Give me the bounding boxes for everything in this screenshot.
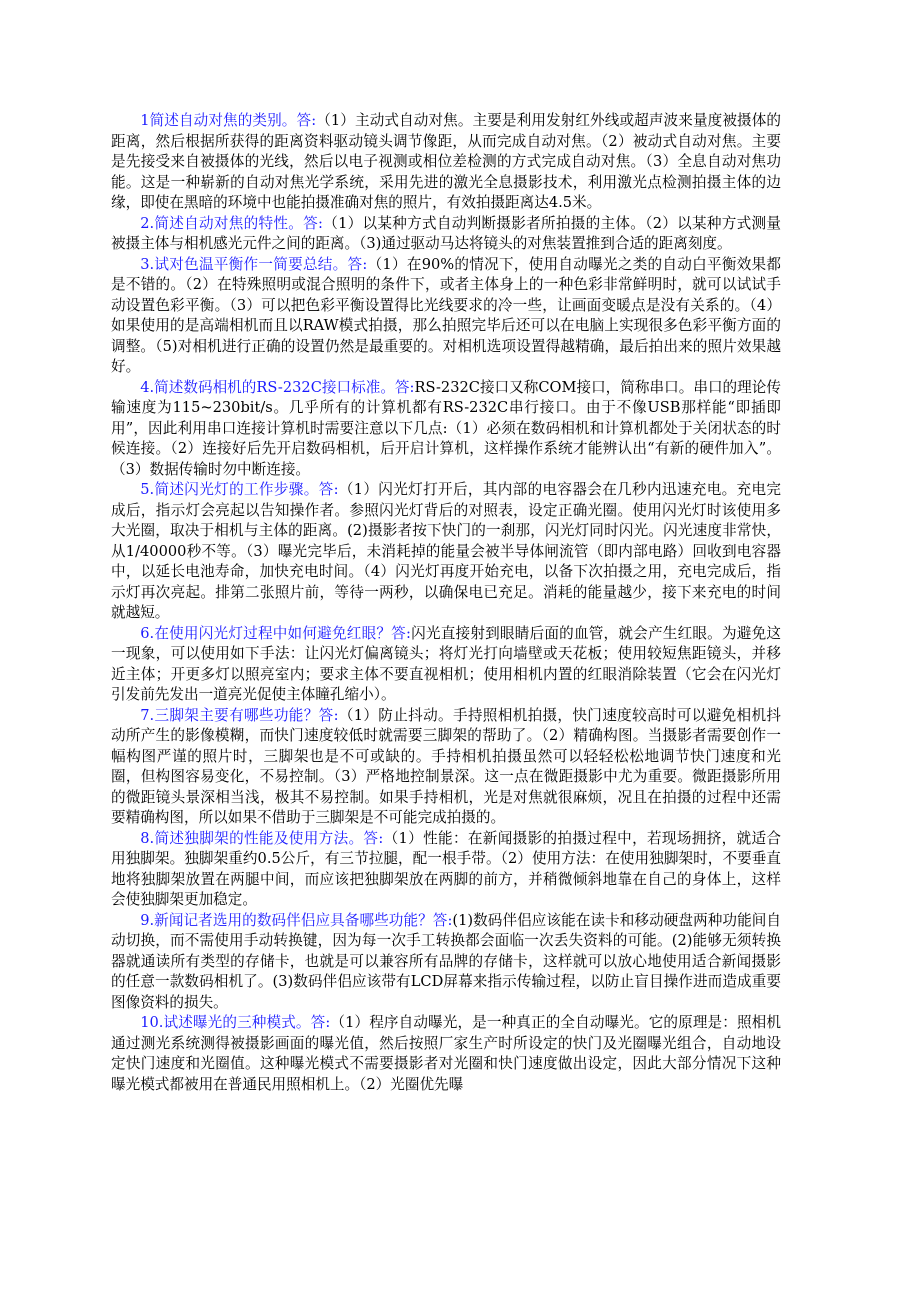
question-3: 3.试对色温平衡作一简要总结。答: [140,255,368,273]
qa-paragraph-10 [111,1013,781,1095]
question-8: 8.简述独脚架的性能及使用方法。答: [140,829,384,847]
question-1: 1简述自动对焦的类别。答: [140,112,317,129]
qa-paragraph-3 [111,255,781,378]
answer-3: （1）在90%的情况下，使用自动曝光之类的自动白平衡效果都是不错的。（2）在特殊照明或混合照明的条件下，或者主体身上的一种色彩非常鲜明时，就可以试试手动设置色彩平衡。（3）可以把色彩平衡设置得比光线要求的冷一些，让画面变暖点是没有关系的。（4）如果使用的是高端相机而且以RAW模式拍摄，那么拍照完毕后还可以在电脑上实现很多色彩平衡方面的调整。（5)对相机进行正确的设置仍然是最重要的。对相机选项设置得越精确，最后拍出来的照片效果越好。 [111,255,782,375]
answer-9: (1)数码伴侣应该能在读卡和移动硬盘两种功能间自动切换，而不需使用手动转换键，因为每一次手工转换都会面临一次丢失资料的可能。(2)能够无须转换器就通读所有类型的存储卡，也就是可以兼容所有品牌的存储卡，这样就可以放心地使用适合新闻摄影的任意一款数码相机了。(3)数码伴侣应该带有LCD屏幕来指示传输过程，以防止盲目操作进而造成重要图像资料的损失。 [111,911,781,1011]
qa-paragraph-5 [111,480,781,624]
answer-2: （1）以某种方式自动判断摄影者所拍摄的主体。（2）以某种方式测量被摄主体与相机感光元件之间的距离。（3)通过驱动马达将镜头的对焦装置推到合适的距离刻度。 [111,214,782,252]
answer-8: （1）性能：在新闻摄影的拍摄过程中，若现场拥挤，就适合用独脚架。独脚架重约0.5公斤，有三节拉腿，配一根手带。（2）使用方法：在使用独脚架时，不要垂直地将独脚架放置在两腿中间，而应该把独脚架放在两脚的前方，并稍微倾斜地靠在自己的身体上，这样会使独脚架更加稳定。 [111,829,782,908]
answer-7: （1）防止抖动。手持照相机拍摄，快门速度较高时可以避免相机抖动所产生的影像模糊，而快门速度较低时就需要三脚架的帮助了。（2）精确构图。当摄影者需要创作一幅构图严谨的照片时，三脚架也是不可或缺的。手持相机拍摄虽然可以轻轻松松地调节快门速度和光圈，但构图容易变化，不易控制。（3）严格地控制景深。这一点在微距摄影中尤为重要。微距摄影所用的微距镜头景深相当浅，极其不易控制。如果手持相机，光是对焦就很麻烦，况且在拍摄的过程中还需要精确构图，所以如果不借助于三脚架是不可能完成拍摄的。 [111,706,782,826]
answer-4: RS-232C接口又称COM接口，简称串口。串口的理论传输速度为115~230bit/s。几乎所有的计算机都有RS-232C串行接口。由于不像USB那样能“即插即用”，因此利用串口连接计算机时需要注意以下几点:（1）必须在数码相机和计算机都处于关闭状态的时候连接。（2）连接好后先开启数码相机，后开启计算机，这样操作系统才能辨认出“有新的硬件加入”。（3）数据传输时勿中断连接。 [111,378,781,478]
answer-1: （1）主动式自动对焦。主要是利用发射红外线或超声波来量度被摄体的距离，然后根据所获得的距离资料驱动镜头调节像距，从而完成自动对焦。（2）被动式自动对焦。主要是先接受来自被摄体的光线，然后以电子视测或相位差检测的方式完成自动对焦。（3）全息自动对焦功能。这是一种崭新的自动对焦光学系统，采用先进的激光全息摄影技术，利用激光点检测拍摄主体的边缘，即使在黑暗的环境中也能拍摄准确对焦的照片，有效拍摄距离达4.5米。 [111,112,782,211]
question-10: 10.试述曝光的三种模式。答: [140,1014,331,1031]
question-7: 7.三脚架主要有哪些功能？答: [140,706,339,724]
qa-paragraph-4 [111,378,781,481]
answer-6: 闪光直接射到眼睛后面的血管，就会产生红眼。为避免这一现象，可以使用如下手法：让闪光灯偏离镜头；将灯光打向墙壁或天花板；使用较短焦距镜头，并移近主体；开更多灯以照亮室内；要求主体不要直视相机；使用相机内置的红眼消除装置（它会在闪光灯引发前先发出一道亮光促使主体瞳孔缩小）。 [111,624,781,703]
answer-10: （1）程序自动曝光，是一种真正的全自动曝光。它的原理是：照相机通过测光系统测得被摄影画面的曝光值，然后按照厂家生产时所设定的快门及光圈曝光组合，自动地设定快门速度和光圈值。这种曝光模式不需要摄影者对光圈和快门速度做出设定，因此大部分情况下这种曝光模式都被用在普通民用照相机上。（2）光圈优先曝 [111,1014,781,1093]
question-2: 2.简述自动对焦的特性。答: [140,214,323,232]
answer-5: （1）闪光灯打开后，其内部的电容器会在几秒内迅速充电。充电完成后，指示灯会亮起以告知操作者。参照闪光灯背后的对照表，设定正确光圈。使用闪光灯时该使用多大光圈，取决于相机与主体的距离。(2)摄影者按下快门的一刹那，闪光灯同时闪光。闪光速度非常快，从1/40000秒不等。（3）曝光完毕后，未消耗掉的能量会被半导体闸流管（即内部电路）回收到电容器中，以延长电池寿命，加快充电时间。（4）闪光灯再度开始充电，以备下次拍摄之用，充电完成后，指示灯再次亮起。排第二张照片前，等待一两秒，以确保电已充足。消耗的能量越少，接下来充电的时间就越短。 [111,481,782,621]
qa-paragraph-8 [111,829,781,911]
question-4: 4.简述数码相机的RS-232C接口标准。答: [140,378,415,396]
question-9: 9.新闻记者选用的数码伴侣应具备哪些功能？答: [140,911,453,929]
question-5: 5.简述闪光灯的工作步骤。答: [140,481,339,498]
qa-paragraph-2 [111,214,781,255]
qa-paragraph-6 [111,624,781,706]
qa-paragraph-7 [111,706,781,829]
qa-paragraph-9 [111,911,781,1014]
question-6: 6.在使用闪光灯过程中如何避免红眼？答: [140,624,411,642]
qa-paragraph-1 [111,111,781,214]
document-page [111,111,781,1095]
